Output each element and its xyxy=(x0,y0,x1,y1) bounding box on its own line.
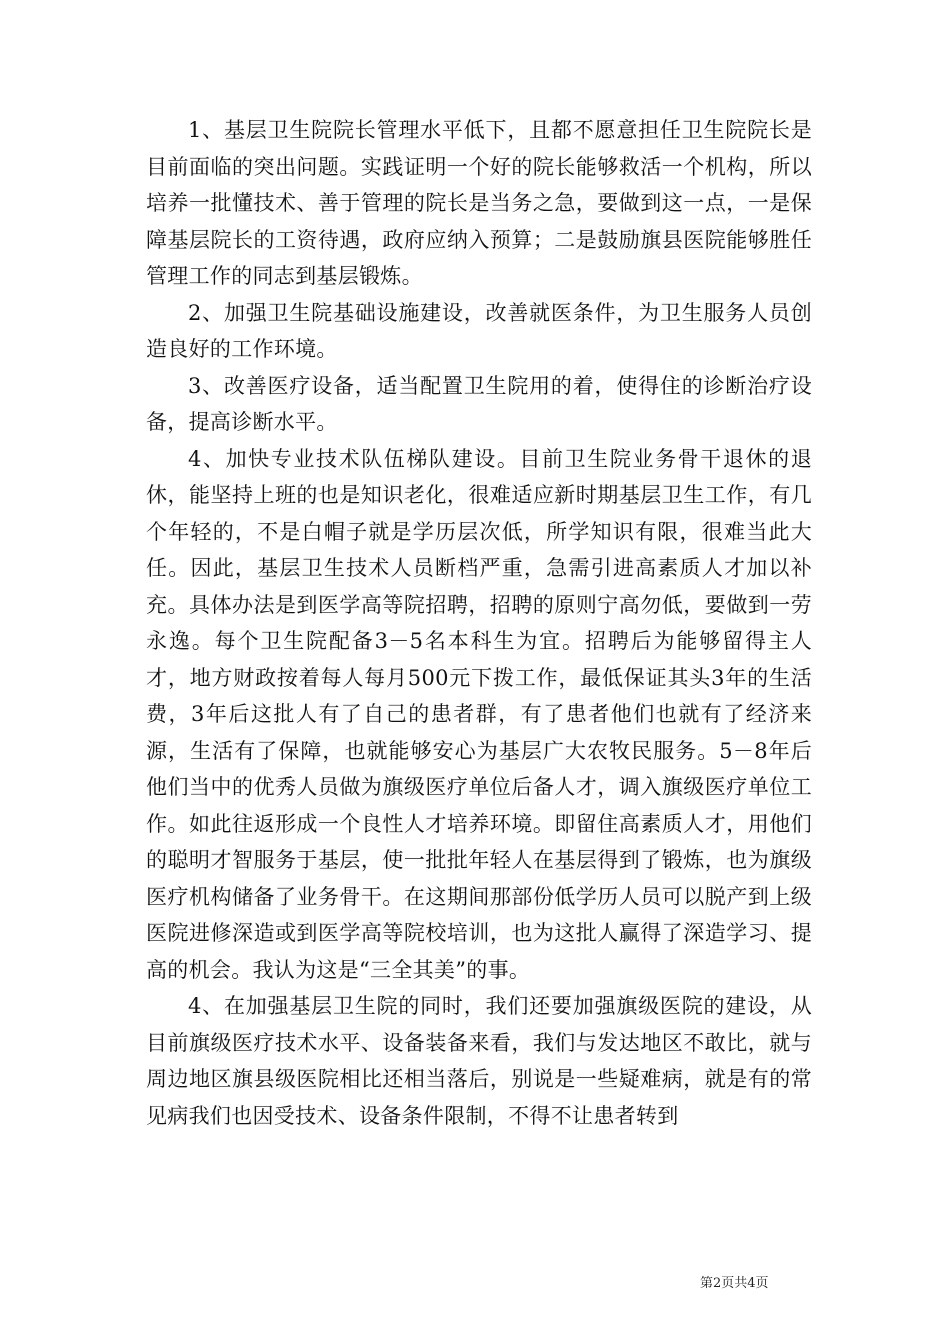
paragraph-4: 4、加快专业技术队伍梯队建设。目前卫生院业务骨干退休的退休，能坚持上班的也是知识老化，很难适应新时期基层卫生工作，有几个年轻的，不是白帽子就是学历层次低，所学知识有限，很难当此大任。因此，基层卫生技术人员断档严重，急需引进高素质人才加以补充。具体办法是到医学高等院招聘，招聘的原则宁高勿低，要做到一劳永逸。每个卫生院配备3－5名本科生为宜。招聘后为能够留得主人才，地方财政按着每人每月500元下拨工作，最低保证其头3年的生活费，3年后这批人有了自己的患者群，有了患者他们也就有了经济来源，生活有了保障，也就能够安心为基层广大农牧民服务。5－8年后他们当中的优秀人员做为旗级医疗单位后备人才，调入旗级医疗单位工作。如此往返形成一个良性人才培养环境。即留住高素质人才，用他们的聪明才智服务于基层，使一批批年轻人在基层得到了锻炼，也为旗级医疗机构储备了业务骨干。在这期间那部份低学历人员可以脱产到上级医院进修深造或到医学高等院校培训，也为这批人赢得了深造学习、提高的机会。我认为这是“三全其美”的事。 xyxy=(146,446,812,982)
paragraph-1: 1、基层卫生院院长管理水平低下，且都不愿意担任卫生院院长是目前面临的突出问题。实践证明一个好的院长能够救活一个机构，所以培养一批懂技术、善于管理的院长是当务之急，要做到这一点，一是保障基层院长的工资待遇，政府应纳入预算；二是鼓励旗县医院能够胜任管理工作的同志到基层锻炼。 xyxy=(146,118,812,288)
document-body xyxy=(146,112,812,1134)
paragraph-3: 3、改善医疗设备，适当配置卫生院用的着，使得住的诊断治疗设备，提高诊断水平。 xyxy=(146,373,812,434)
paragraph-2: 2、加强卫生院基础设施建设，改善就医条件，为卫生服务人员创造良好的工作环境。 xyxy=(146,300,812,361)
page-number-footer: 第2页共4页 xyxy=(700,1276,769,1291)
paragraph-5: 4、在加强基层卫生院的同时，我们还要加强旗级医院的建设，从目前旗级医疗技术水平、设备装备来看，我们与发达地区不敢比，就与周边地区旗县级医院相比还相当落后，别说是一些疑难病，就是有的常见病我们也因受技术、设备条件限制，不得不让患者转到 xyxy=(146,994,812,1128)
